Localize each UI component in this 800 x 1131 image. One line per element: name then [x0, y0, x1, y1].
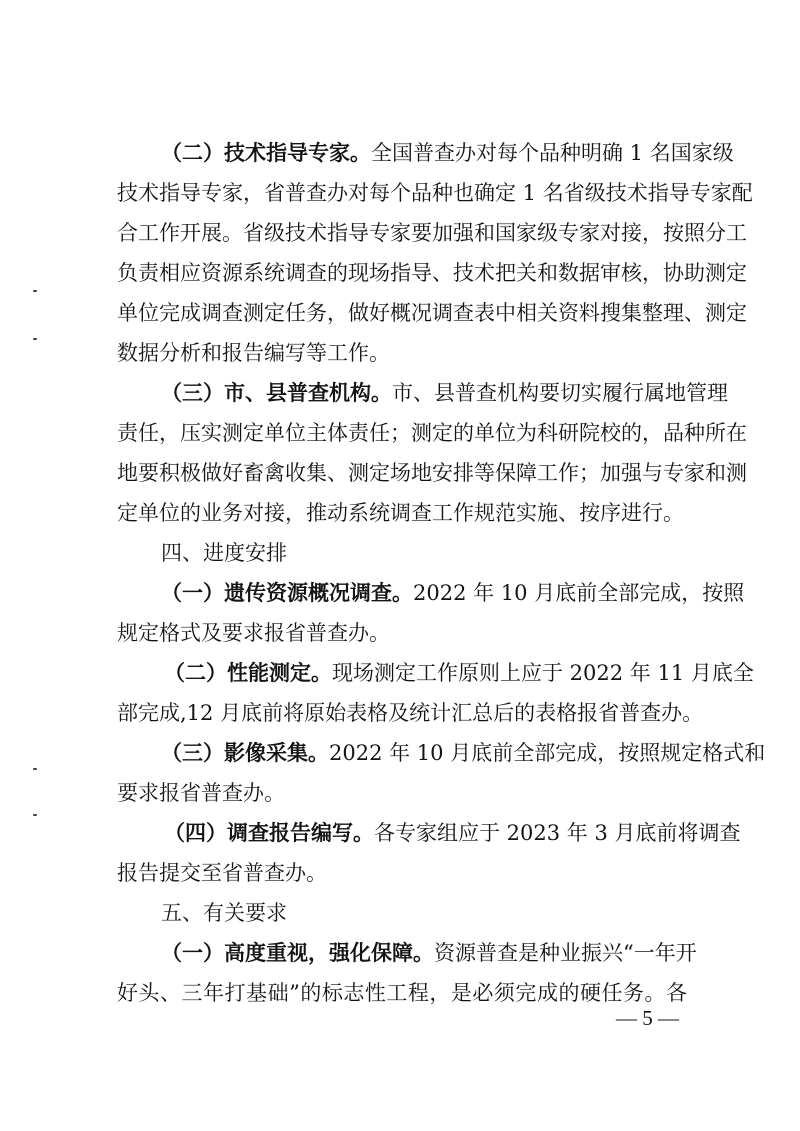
paragraph-line [164, 658, 754, 688]
paragraph-line [117, 178, 753, 208]
paragraph-line [161, 578, 745, 608]
paragraph-line [117, 978, 687, 1008]
line-text: 部完成,12 月底前将原始表格及统计汇总后的表格报省普查办。 [117, 701, 704, 725]
binding-hole-mark [33, 768, 37, 770]
line-text: 地要积极做好畜禽收集、测定场地安排等保障工作；加强与专家和测 [117, 461, 747, 485]
bold-heading: （二）技术指导专家。 [161, 141, 371, 165]
section-title: 四、进度安排 [161, 541, 287, 565]
paragraph-line [117, 498, 687, 528]
paragraph-line [117, 218, 747, 248]
line-text: 要求报省普查办。 [117, 781, 285, 805]
bold-heading: （一）高度重视，强化保障。 [161, 941, 434, 965]
paragraph-line [117, 258, 747, 288]
bold-heading: （三）影像采集。 [161, 741, 329, 765]
line-text: 各专家组应于 2023 年 3 月底前将调查 [374, 821, 741, 845]
line-text: 全国普查办对每个品种明确 1 名国家级 [371, 141, 734, 165]
paragraph-line [117, 418, 747, 448]
line-text: 合工作开展。省级技术指导专家要加强和国家级专家对接，按照分工 [117, 221, 747, 245]
line-text: 2022 年 10 月底前全部完成，按照 [413, 581, 745, 605]
line-text: 定单位的业务对接，推动系统调查工作规范实施、按序进行。 [117, 501, 684, 525]
paragraph-line [117, 778, 687, 808]
line-text: 报告提交至省普查办。 [117, 861, 327, 885]
paragraph-line [164, 818, 741, 848]
section-heading [161, 898, 687, 928]
paragraph-line [161, 738, 766, 768]
page-number: — 5 — [616, 1006, 679, 1030]
paragraph-line [161, 378, 728, 408]
section-title: 五、有关要求 [161, 901, 287, 925]
paragraph-line [117, 458, 747, 488]
line-text: 2022 年 10 月底前全部完成，按照规定格式和 [329, 741, 766, 765]
bold-heading: （二）性能测定。 [164, 661, 332, 685]
line-text: 责任，压实测定单位主体责任；测定的单位为科研院校的，品种所在 [117, 421, 747, 445]
binding-hole-mark [33, 290, 37, 292]
paragraph-line [117, 298, 747, 328]
section-heading [161, 538, 687, 568]
paragraph-line [117, 338, 687, 368]
line-text: 资源普查是种业振兴“一年开 [434, 941, 697, 965]
paragraph-line [161, 138, 734, 168]
paragraph-line [117, 618, 687, 648]
paragraph-line [117, 858, 687, 888]
paragraph-line [161, 938, 697, 968]
line-text: 现场测定工作原则上应于 2022 年 11 月底全 [332, 661, 754, 685]
bold-heading: （四）调查报告编写。 [164, 821, 374, 845]
line-text: 规定格式及要求报省普查办。 [117, 621, 390, 645]
bold-heading: （三）市、县普查机构。 [161, 381, 392, 405]
line-text: 数据分析和报告编写等工作。 [117, 341, 390, 365]
line-text: 单位完成调查测定任务，做好概况调查表中相关资料搜集整理、测定 [117, 301, 747, 325]
line-text: 技术指导专家，省普查办对每个品种也确定 1 名省级技术指导专家配 [117, 181, 753, 205]
binding-hole-mark [33, 338, 37, 340]
paragraph-line [117, 698, 704, 728]
line-text: 市、县普查机构要切实履行属地管理 [392, 381, 728, 405]
line-text: 好头、三年打基础”的标志性工程，是必须完成的硬任务。各 [117, 981, 687, 1005]
line-text: 负责相应资源系统调查的现场指导、技术把关和数据审核，协助测定 [117, 261, 747, 285]
binding-hole-mark [33, 814, 37, 816]
bold-heading: （一）遗传资源概况调查。 [161, 581, 413, 605]
